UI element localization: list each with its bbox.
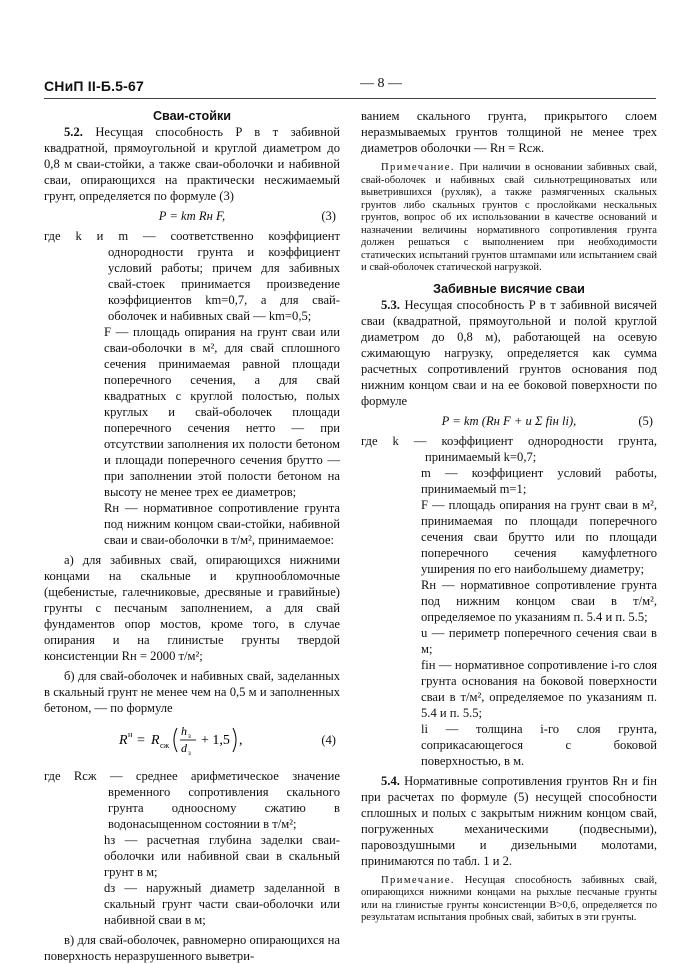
note-label: Примечание. bbox=[381, 162, 455, 173]
section-heading-piles-struts: Сваи-стойки bbox=[152, 109, 232, 123]
item-b: б) для свай-оболочек и набивных свай, заделанных в скальный грунт не менее чем на 0,5 м и заполненных бетоном, — по формуле bbox=[44, 669, 340, 715]
svg-text:R: R bbox=[151, 733, 160, 748]
definition-Rn: Rн — нормативное сопротивление грунта под нижним концом сваи в т/м², определяемое по указаниям п. 5.4 и п. 5.5; bbox=[421, 577, 657, 624]
item-v: в) для свай-оболочек, равномерно опирающихся на поверхность неразрушенного выветри- bbox=[44, 933, 340, 963]
definition-F: F — площадь опирания на грунт сваи в м², принимаемая по площади поперечного сечения сваи брутто или по площади поперечного сечения камуфлетного уширения по его наибольшему диаметру; bbox=[421, 497, 657, 576]
svg-text:=: = bbox=[137, 733, 145, 748]
svg-text:з: з bbox=[188, 732, 191, 740]
formula-number: (3) bbox=[321, 209, 336, 223]
paragraph-text: Несущая способность P в т забивной квадратной, прямоугольной и круглой диаметром до 0,8 м сваи-стойки, а также сваи-оболочки и набивной сваи, опирающихся на практически несжимаемый грунт, определяется по формуле (3) bbox=[44, 125, 340, 203]
paragraph-5-4 bbox=[361, 773, 657, 869]
definition-km: где k и m — соответственно коэффициент однородности грунта и коэффициент условий работы; причем для забивных свай-стоек принимается произведение коэффициентов km=0,7, а для свай-оболочек и набивных свай — km=0,5; bbox=[44, 229, 340, 323]
paragraph-number: 5.2. bbox=[64, 125, 83, 139]
item-a: а) для забивных свай, опирающихся нижними концами на скальные и крупнообломочные (щебенистые, галечниковые, дресвяные и гравийные) грунты с песчаным заполнением, а для свай фундаментов опор мостов, кроме того, в случае опирания и на глинистые грунты твердой консистенции Rн = 2000 т/м²; bbox=[44, 553, 340, 663]
note-2 bbox=[361, 875, 657, 925]
definition-F: F — площадь опирания на грунт сваи или сваи-оболочки в м², для свай сплошного сечения принимаемая равной площади поперечного сечения, а для свай квадратных с круглой полостью, полых круглых и свай-оболочек площади поперечного сечения нетто — при отсутствии заполнения их полости бетоном и площади поперечного сечения брутто — при заполнении этой полости бетоном на высоту не менее трех ее диаметров; bbox=[104, 325, 340, 499]
left-column bbox=[44, 108, 340, 964]
svg-text:d: d bbox=[181, 741, 187, 755]
header-rule bbox=[44, 98, 656, 99]
page-header bbox=[44, 76, 656, 100]
definition-m: m — коэффициент условий работы, принимаемый m=1; bbox=[421, 465, 657, 496]
svg-text:сж: сж bbox=[160, 741, 170, 750]
svg-text:+ 1,5: + 1,5 bbox=[201, 733, 230, 748]
formula-3 bbox=[44, 208, 340, 224]
definition-d: dз — наружный диаметр заделанной в скальный грунт части сваи-оболочки или набивной сваи в м; bbox=[104, 881, 340, 927]
svg-text:з: з bbox=[188, 749, 191, 757]
continuation-text: ванием скального грунта, прикрытого слоем неразмываемых грунтов толщиной не менее трех диаметров оболочки — Rн = Rсж. bbox=[361, 109, 657, 155]
definition-Rsj: где Rсж — среднее арифметическое значение временного сопротивления скального грунта одноосному сжатию в водонасыщенном состоянии в т/м²; bbox=[44, 769, 340, 831]
paragraph-text: Несущая способность P в т забивной висячей сваи (квадратной, прямоугольной и полой круглой диаметром до 0,8 м), работающей на осевую сжимающую нагрузку, определяется как сумма расчетных сопротивлений грунтов основания под нижним концом сваи и на ее боковой поверхности по формуле bbox=[361, 297, 658, 408]
definition-l: li — толщина i-го слоя грунта, соприкасающегося с боковой поверхностью, в м. bbox=[421, 721, 657, 768]
paragraph-5-3 bbox=[361, 297, 657, 409]
definition-u: u — периметр поперечного сечения сваи в м; bbox=[421, 625, 657, 656]
svg-text:н: н bbox=[128, 730, 133, 739]
svg-text:h: h bbox=[181, 724, 187, 738]
note-1 bbox=[361, 162, 657, 275]
definition-k: где k — коэффициент однородности грунта, принимаемый k=0,7; bbox=[361, 433, 657, 464]
svg-text:,: , bbox=[239, 733, 243, 748]
definition-f: fiн — нормативное сопротивление i-го слоя грунта основания на боковой поверхности сваи в т/м², определяемое по указаниям п. 5.4 и п. 5.5; bbox=[421, 657, 657, 720]
page-number: — 8 — bbox=[360, 76, 402, 91]
paragraph-5-2 bbox=[44, 124, 340, 204]
formula-number: (4) bbox=[321, 733, 336, 747]
formula-4-svg bbox=[117, 720, 267, 760]
note-text: При наличии в основании забивных свай, свай-оболочек и набивных свай сильнотрещиноватых или выветрившихся (рухляк), а также размягченных скальных грунтов либо скальных грунтов с прослойками нескальных грунтов, вопрос об их использовании в качестве оснований и назначении величины нормативного сопротивления грунта должен решаться с выполнением при необходимости статических испытаний грунтов штампами или испытанием свай и свай-оболочек статической нагрузкой. bbox=[361, 162, 657, 273]
paragraph-text: Нормативные сопротивления грунтов Rн и fiн при расчетах по формуле (5) несущей способности сплошных и полых с закрытым нижним концом свай, погруженных механическими (подвесными), паровоздушными и дизельными молотами, принимаются по табл. 1 и 2. bbox=[361, 773, 657, 868]
note-label: Примечание. bbox=[381, 874, 455, 886]
definition-h: hз — расчетная глубина заделки сваи-оболочки или набивной сваи в скальный грунт в м; bbox=[104, 833, 340, 879]
formula-text: P = km (Rн F + u Σ fiн li), bbox=[441, 413, 577, 428]
paragraph-number: 5.3. bbox=[381, 297, 400, 312]
section-heading-hanging-piles: Забивные висячие сваи bbox=[433, 281, 585, 296]
formula-number: (5) bbox=[638, 413, 653, 428]
formula-5 bbox=[361, 413, 657, 429]
right-column bbox=[361, 108, 657, 925]
formula-text: P = km Rн F, bbox=[158, 209, 226, 223]
svg-text:R: R bbox=[119, 733, 128, 748]
paragraph-number: 5.4. bbox=[381, 773, 400, 788]
document-code: СНиП II-Б.5-67 bbox=[44, 78, 144, 94]
formula-4 bbox=[44, 720, 340, 764]
definition-Rn: Rн — нормативное сопротивление грунта под нижним концом сваи-стойки, набивной сваи и сваи-оболочки в т/м², принимаемое: bbox=[104, 501, 340, 547]
note-text: Несущая способность забивных свай, опирающихся нижними концами на рыхлые песчаные грунты или на глинистые грунты консистенции B>0,6, определяется по результатам испытания пробных свай, забитых в эти грунты. bbox=[361, 874, 657, 923]
